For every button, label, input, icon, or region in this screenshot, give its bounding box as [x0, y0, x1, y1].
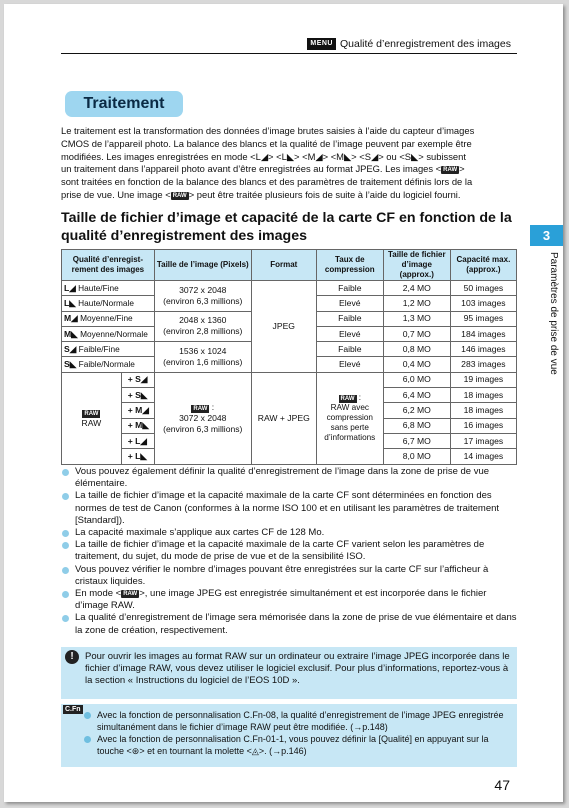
- col-header-format: Format: [251, 250, 316, 281]
- header-rule: [61, 53, 517, 54]
- pixels-cell: [154, 372, 251, 464]
- caution-icon: !: [65, 650, 79, 664]
- raw-combo-cell: + M◢: [121, 403, 154, 418]
- note-item: [61, 612, 517, 636]
- pixels-dimensions: 3072 x 2048: [179, 412, 227, 423]
- quality-symbol: M◣: [64, 328, 78, 339]
- running-header: [307, 38, 511, 50]
- table-row: [62, 281, 517, 296]
- quality-cell: [62, 357, 155, 372]
- raw-combo-cell: + M◣: [121, 418, 154, 433]
- quality-label: Moyenne/Normale: [80, 328, 148, 339]
- quality-symbol: L◣: [64, 297, 76, 308]
- cfn-items: [83, 709, 513, 757]
- bullet-icon: [62, 591, 69, 598]
- quality-symbol: M◢: [64, 313, 78, 324]
- filesize-cell: 6,8 MO: [383, 418, 450, 433]
- bullet-icon: [62, 530, 69, 537]
- caution-box: [61, 647, 517, 699]
- compression-cell: Faible: [316, 311, 383, 326]
- pixels-cell: [154, 311, 251, 342]
- section-badge: Traitement: [65, 91, 183, 117]
- cfn-item-text: Avec la fonction de personnalisation C.Fn-08, la qualité d’enregistrement de l’image JPEG enregistrée simultanément dans le fichier d’image RAW peut être modifiée. (→p.148): [97, 710, 504, 732]
- raw-icon: RAW: [84, 411, 99, 418]
- compression-cell: Elevé: [316, 326, 383, 341]
- notes-list: [61, 466, 517, 637]
- raw-icon: RAW: [340, 396, 355, 403]
- raw-icon: RAW: [123, 591, 138, 598]
- quality-label: Moyenne/Fine: [80, 313, 133, 324]
- filesize-cell: 6,4 MO: [383, 388, 450, 403]
- cfn-item-text: Avec la fonction de personnalisation C.Fn-01-1, vous pouvez définir la [Qualité] en appuyant sur la touche <⊛> et en tournant la molette <◬>. (→p.146): [97, 734, 489, 756]
- note-text: Vous pouvez également définir la qualité d’enregistrement de l’image dans la zone de prise de vue élémentaire.: [75, 466, 490, 490]
- capacity-cell: 16 images: [450, 418, 516, 433]
- capacity-cell: 19 images: [450, 372, 516, 387]
- capacity-cell: 146 images: [450, 342, 516, 357]
- filesize-cell: 6,7 MO: [383, 433, 450, 448]
- page-number: 47: [494, 777, 510, 793]
- cfn-icon: C.Fn: [65, 706, 81, 713]
- quality-symbol: L◢: [64, 282, 76, 293]
- bullet-icon: [62, 493, 69, 500]
- bullet-icon: [62, 567, 69, 574]
- col-header-quality: Qualité d’enregist-rement des images: [62, 250, 155, 281]
- quality-cell: [62, 326, 155, 341]
- running-header-title: Qualité d’enregistrement des images: [339, 38, 511, 50]
- note-item: [61, 588, 517, 612]
- compression-cell: [316, 372, 383, 464]
- note-text: La taille de fichier d’image et la capacité maximale de la carte CF sont déterminées en fonction des normes de test de Canon (conformes à la norme ISO 100 et en utilisant les paramètres de traitement [Standard]).: [75, 490, 500, 526]
- quality-label: Faible/Normale: [78, 359, 135, 370]
- quality-label: Faible/Fine: [78, 343, 120, 354]
- raw-icon: RAW: [193, 405, 208, 412]
- quality-symbol: S◣: [64, 359, 77, 370]
- raw-combo-cell: + L◣: [121, 449, 154, 464]
- note-item: [61, 539, 517, 563]
- pixels-count: (environ 2,8 millions): [163, 326, 243, 337]
- compression-cell: Faible: [316, 342, 383, 357]
- bullet-icon: [62, 542, 69, 549]
- intro-paragraph: [61, 125, 517, 202]
- filesize-cell: 0,7 MO: [383, 326, 450, 341]
- chapter-tab: 3: [530, 225, 563, 246]
- capacity-cell: 103 images: [450, 296, 516, 311]
- capacity-table: [61, 249, 517, 465]
- bullet-icon: [84, 736, 91, 743]
- bullet-icon: [62, 469, 69, 476]
- col-header-filesize: Taille de fichier d’image (approx.): [383, 250, 450, 281]
- subheading: Taille de fichier d’image et capacité de la carte CF en fonction de la qualité d’enregistrement des images: [61, 210, 512, 244]
- raw-combo-cell: + S◢: [121, 372, 154, 387]
- capacity-cell: 14 images: [450, 449, 516, 464]
- filesize-cell: 6,2 MO: [383, 403, 450, 418]
- format-cell: JPEG: [251, 281, 316, 373]
- pixels-cell: [154, 342, 251, 373]
- pixels-dimensions: 3072 x 2048: [179, 284, 227, 295]
- pixels-count: (environ 1,6 millions): [163, 356, 243, 367]
- quality-label: Haute/Fine: [78, 282, 119, 293]
- filesize-cell: 2,4 MO: [383, 281, 450, 296]
- col-header-compression: Taux de compression: [316, 250, 383, 281]
- format-cell: RAW + JPEG: [251, 372, 316, 464]
- intro-line: sont traitées en fonction de la balance des blancs et des paramètres de traitement définis lors de la: [61, 176, 473, 188]
- col-header-capacity: Capacité max. (approx.): [450, 250, 516, 281]
- compression-cell: Elevé: [316, 357, 383, 372]
- capacity-cell: 50 images: [450, 281, 516, 296]
- pixels-cell: [154, 281, 251, 312]
- raw-combo-cell: + S◣: [121, 388, 154, 403]
- raw-label: RAW: [81, 418, 102, 429]
- filesize-cell: 1,2 MO: [383, 296, 450, 311]
- quality-cell: [62, 281, 155, 296]
- raw-pixels-title: RAW :: [193, 401, 215, 412]
- pixels-count: (environ 6,3 millions): [163, 423, 243, 434]
- filesize-cell: 1,3 MO: [383, 311, 450, 326]
- raw-combo-cell: + L◢: [121, 433, 154, 448]
- bullet-icon: [62, 615, 69, 622]
- chapter-title: Paramètres de prise de vue: [548, 252, 559, 375]
- caution-text: Pour ouvrir les images au format RAW sur un ordinateur ou extraire l’image JPEG incorporée dans le fichier d’image RAW, vous devez utiliser le logiciel exclusif. Pour plus d’informations, reportez-vous à la section « Instructions du logiciel de l’EOS 10D ».: [85, 651, 510, 687]
- intro-line: un traitement dans l’appareil photo avant d’être enregistrées au format JPEG. Les images < RAW >: [61, 163, 465, 175]
- quality-symbol: S◢: [64, 343, 77, 354]
- quality-cell: [62, 342, 155, 357]
- capacity-cell: 18 images: [450, 403, 516, 418]
- intro-line: CMOS de l’appareil photo. La balance des blancs et la qualité de l’image peuvent par exemple être: [61, 137, 472, 149]
- filesize-cell: 0,8 MO: [383, 342, 450, 357]
- intro-line: Le traitement est la transformation des données d’image brutes saisies à l’aide du capteur d’images: [61, 125, 475, 136]
- cfn-item: [83, 709, 513, 733]
- raw-icon: RAW: [443, 167, 458, 174]
- raw-compression-text: RAW avec compression sans perte d’informations: [324, 403, 376, 443]
- capacity-cell: 283 images: [450, 357, 516, 372]
- capacity-cell: 95 images: [450, 311, 516, 326]
- intro-line: modifiées. Les images enregistrées en mode <L◢> <L◣> <M◢> <M◣> <S◢> ou <S◣> subissent: [61, 150, 466, 162]
- note-text: La qualité d’enregistrement de l’image sera mémorisée dans la zone de prise de vue élémentaire et dans la zone de création, respectivement.: [75, 612, 517, 636]
- pixels-dimensions: 2048 x 1360: [179, 315, 227, 326]
- intro-line: prise de vue. Une image < RAW > peut être traitée plusieurs fois de suite à l’aide du logiciel fourni.: [61, 188, 461, 200]
- note-item: [61, 490, 517, 527]
- capacity-cell: 184 images: [450, 326, 516, 341]
- manual-page: [4, 4, 563, 802]
- bullet-icon: [84, 712, 91, 719]
- table-row: [62, 372, 517, 387]
- filesize-cell: 8,0 MO: [383, 449, 450, 464]
- pixels-count: (environ 6,3 millions): [163, 295, 243, 306]
- capacity-cell: 17 images: [450, 433, 516, 448]
- note-text: La capacité maximale s’applique aux cartes CF de 128 Mo.: [75, 527, 325, 539]
- note-text: En mode < RAW >, une image JPEG est enregistrée simultanément et est incorporée dans le fichier d’image RAW.: [75, 588, 487, 612]
- custom-function-box: [61, 704, 517, 767]
- note-text: La taille de fichier d’image et la capacité maximale de la carte CF varient selon les paramètres de traitement, du sujet, du mode de prise de vue et de la sensibilité ISO.: [75, 539, 485, 563]
- raw-icon: RAW: [172, 192, 187, 199]
- note-item: [61, 527, 517, 539]
- quality-cell: [62, 311, 155, 326]
- capacity-cell: 18 images: [450, 388, 516, 403]
- filesize-cell: 0,4 MO: [383, 357, 450, 372]
- quality-cell: [62, 296, 155, 311]
- menu-icon: MENU: [307, 38, 336, 50]
- note-item: [61, 564, 517, 588]
- raw-quality-cell: [62, 372, 122, 464]
- col-header-pixels: Taille de l’image (Pixels): [154, 250, 251, 281]
- raw-compression-title: RAW :: [340, 393, 362, 403]
- quality-label: Haute/Normale: [78, 297, 134, 308]
- pixels-dimensions: 1536 x 1024: [179, 345, 227, 356]
- note-item: [61, 466, 517, 490]
- note-text: Vous pouvez vérifier le nombre d’images pouvant être enregistrées sur la carte CF sur l’afficheur à cristaux liquides.: [75, 563, 489, 587]
- cfn-item: [83, 733, 513, 757]
- compression-cell: Faible: [316, 281, 383, 296]
- compression-cell: Elevé: [316, 296, 383, 311]
- filesize-cell: 6,0 MO: [383, 372, 450, 387]
